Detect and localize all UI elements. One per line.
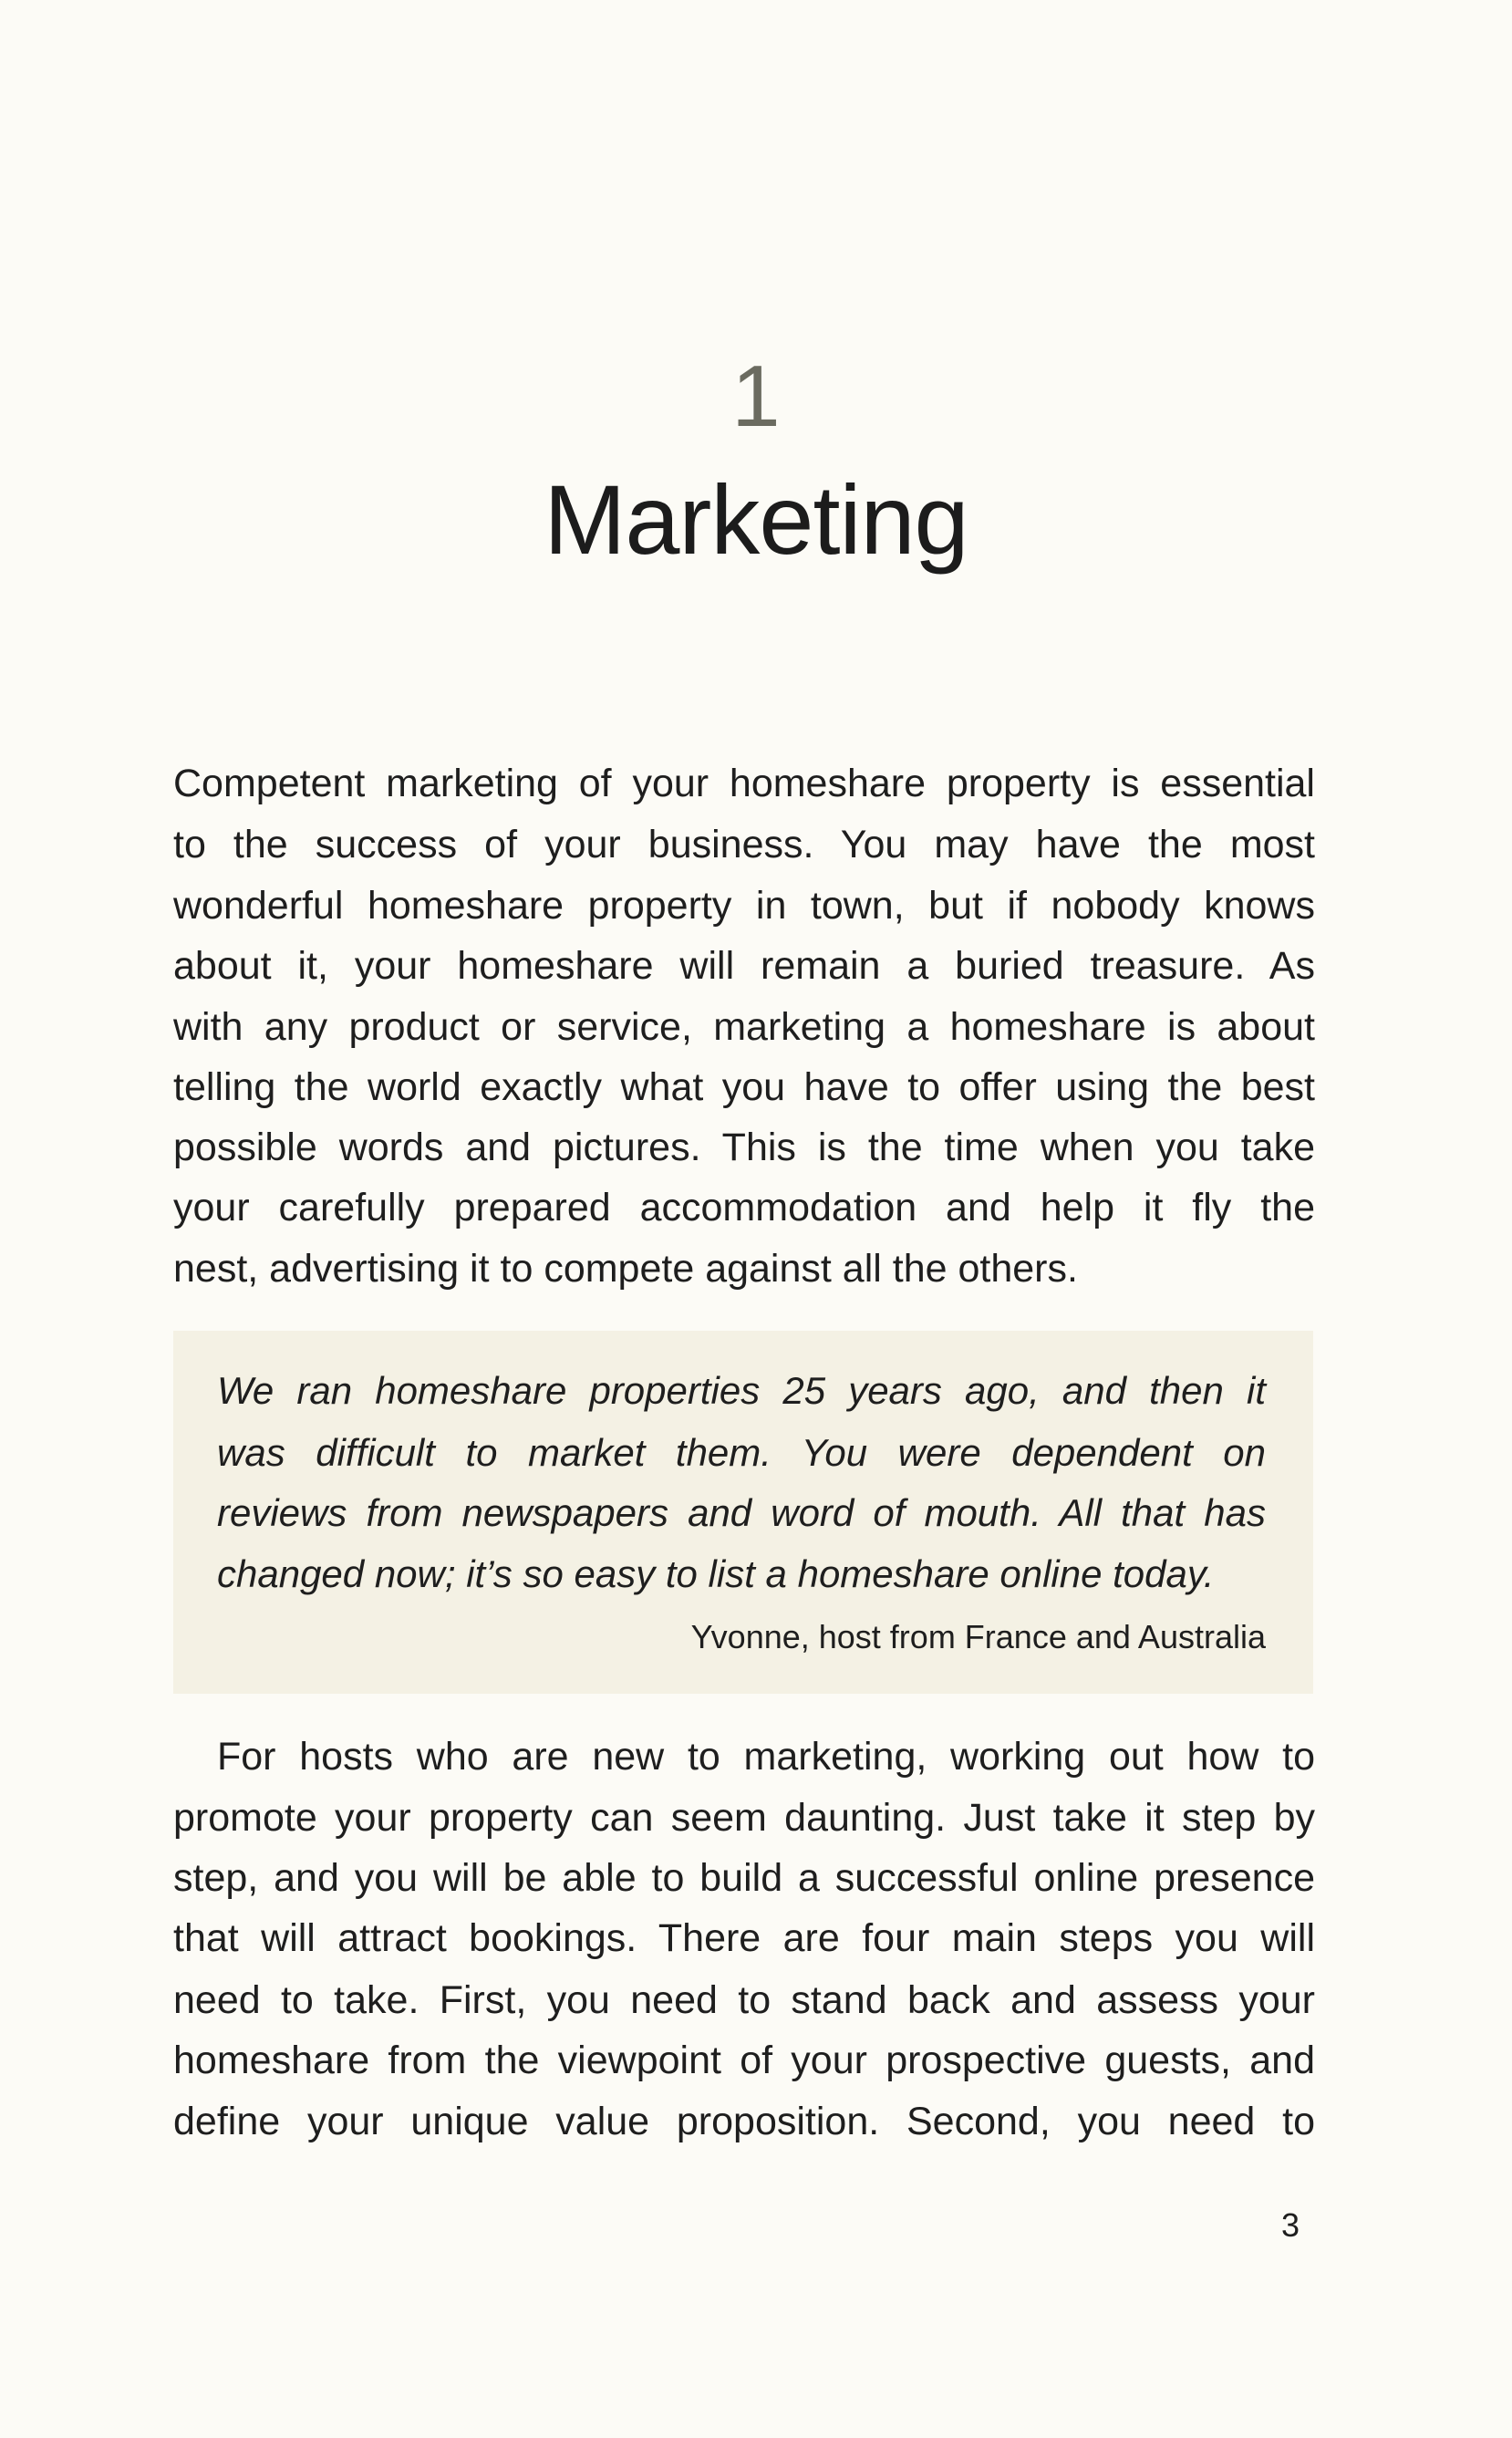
text-line: promote your property can seem daunting. Just take it step by — [173, 1796, 1315, 1840]
text-line: wonderful homeshare property in town, but if nobody knows — [173, 884, 1315, 928]
quote-line: We ran homeshare properties 25 years ago, and then it — [217, 1369, 1266, 1412]
text-line: that will attract bookings. There are four main steps you will — [173, 1916, 1315, 1960]
text-line: need to take. First, you need to stand back and assess your — [173, 1978, 1315, 2022]
text-line: about it, your homeshare will remain a buried treasure. As — [173, 944, 1315, 988]
text-line: step, and you will be able to build a successful online presence — [173, 1856, 1315, 1900]
chapter-number: 1 — [731, 348, 781, 445]
text-line: Competent marketing of your homeshare property is essential — [173, 762, 1315, 805]
quote-line: was difficult to market them. You were dependent on — [217, 1431, 1266, 1474]
text-line: For hosts who are new to marketing, working out how to — [217, 1735, 1315, 1779]
text-line: to the success of your business. You may have the most — [173, 823, 1315, 866]
text-line: nest, advertising it to compete against all the others. — [173, 1247, 1078, 1291]
quote-attribution: Yvonne, host from France and Australia — [690, 1618, 1266, 1655]
text-line: possible words and pictures. This is the time when you take — [173, 1126, 1315, 1169]
chapter-title: Marketing — [544, 464, 968, 575]
text-line: with any product or service, marketing a homeshare is about — [173, 1005, 1315, 1049]
text-line: telling the world exactly what you have to offer using the best — [173, 1065, 1315, 1109]
quote-line: reviews from newspapers and word of mouth. All that has — [217, 1491, 1266, 1534]
page-number: 3 — [1281, 2206, 1300, 2244]
text-line: your carefully prepared accommodation and help it fly the — [173, 1186, 1315, 1229]
text-line: homeshare from the viewpoint of your prospective guests, and — [173, 2039, 1315, 2082]
text-line: define your unique value proposition. Second, you need to — [173, 2100, 1315, 2143]
quote-line: changed now; it’s so easy to list a homeshare online today. — [217, 1552, 1215, 1595]
